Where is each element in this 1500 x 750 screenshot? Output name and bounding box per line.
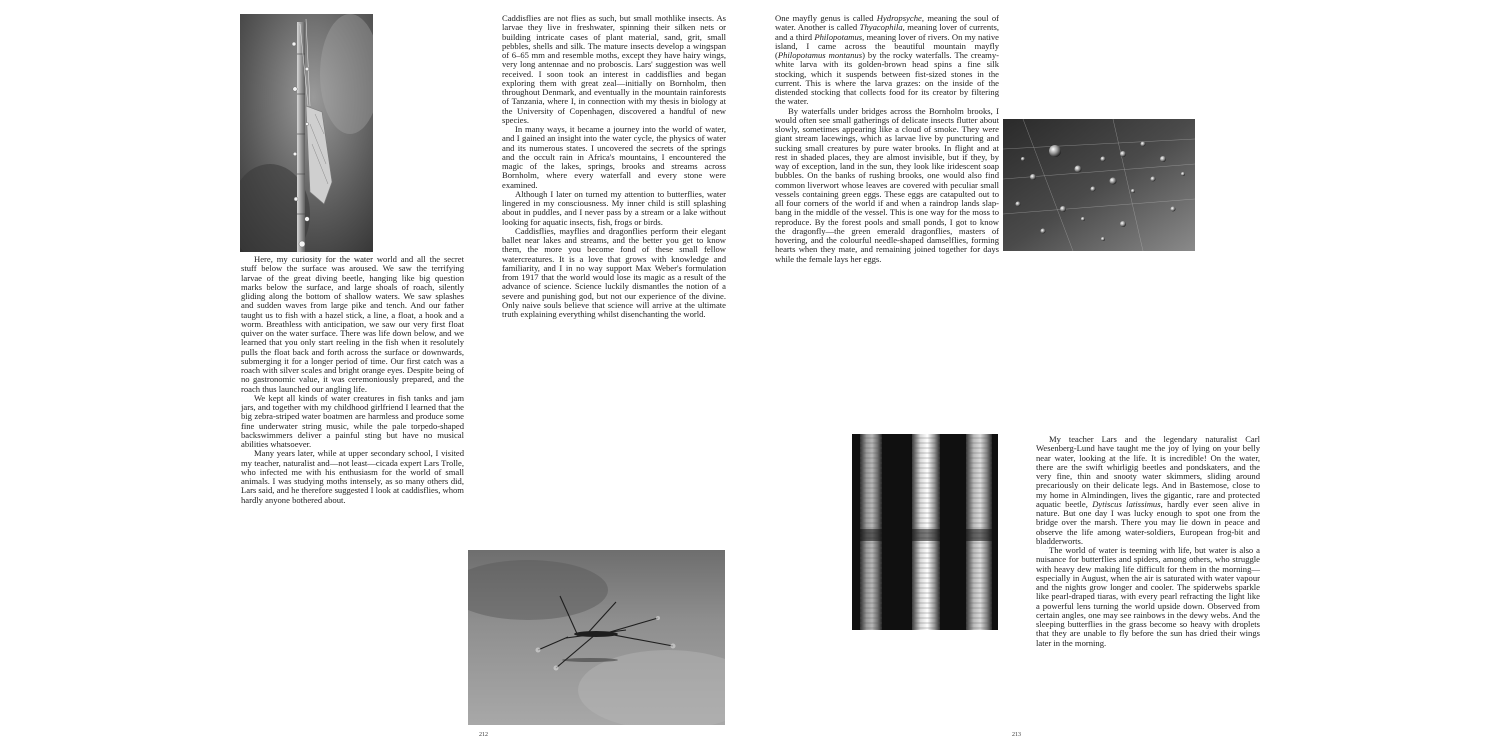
paragraph: By waterfalls under bridges across the Bornholm brooks, I would often see small gatherings of delicate insects flutter about slowly, sometimes appearing like a cloud of smoke. They were giant stream lacewings, which as larvae live by puncturing and sucking small creatures by pure water brooks. In flight and at rest in shaded places, they are almost invisible, but if they, by way of exception, land in the sun, they look like iridescent soap bubbles. On the banks of rushing brooks, one would also find common liverwort whose leaves are covered with peculiar small vessels containing green eggs. These eggs are catapulted out to all four corners of the world if and when a raindrop lands slap-bang in the middle of the vessel. This is one way for the moss to reproduce. By the forest pools and small ponds, I got to know the dragonfly—the green emerald dragonflies, masters of hovering, and the colourful needle-shaped damselflies, forming hearts when they mate, and remaining joined together for days while the female lays her eggs.	[775, 105, 999, 264]
page-number-left: 212	[479, 732, 488, 738]
text-column-3	[775, 14, 999, 264]
paragraph: One mayfly genus is called Hydropsyche, meaning the soul of water. Another is called Thyacophila, meaning lover of currents, and a third Philopotamus, meaning lover of rivers. On my native island, I came across the beautiful mountain mayfly (Philopotamus montanus) by the rocky waterfalls. The creamy-white larva with its golden-brown head spins a fine silk stocking, which it suspends between fist-sized stones in the current. This is where the larva grazes: on the inside of the distended stocking that collects food for its creator by filtering the water.	[775, 13, 999, 107]
paragraph: In many ways, it became a journey into the world of water, and I gained an insight into the water cycle, the physics of water and its numerous states. I uncovered the secrets of the springs and the occult rain in Africa's mountains, I encountered the magic of the lakes, springs, brooks and streams across Bornholm, where every waterfall and every stone were examined.	[502, 124, 726, 190]
text-column-2	[502, 14, 726, 319]
paragraph: We kept all kinds of water creatures in fish tanks and jam jars, and together with my childhood girlfriend I learned that the big zebra-striped water boatmen are harmless and produce some fine underwater string music, while the pale torpedo-shaped backswimmers deliver a painful sting but have no musical abilities whatsoever.	[241, 392, 464, 449]
paragraph: My teacher Lars and the legendary naturalist Carl Wesenberg-Lund have taught me the joy of lying on your belly near water, looking at the life. It is incredible! On the water, there are the swift whirligig beetles and pondskaters, and the very fine, thin and snooty water skimmers, sliding around precariously on their delicate legs. And in Bastemose, close to my home in Almindingen, lives the gigantic, rare and protected aquatic beetle, Dytiscus latissimus, hardly ever seen alive in nature. But one day I was lucky enough to spot one from the bridge over the marsh. There you may lie down in peace and observe the life among water-soldiers, European frog-bit and bladderworts.	[1036, 434, 1260, 546]
text-column-4	[1036, 435, 1260, 648]
photo-water-strider	[468, 550, 725, 725]
photo-glass-tubes	[852, 434, 998, 630]
photo-dewdrops-on-web	[1003, 119, 1195, 251]
paragraph: Although I later on turned my attention to butterflies, water lingered in my consciousness. My inner child is still splashing about in puddles, and I never pass by a stream or a lake without looking for aquatic insects, fish, frogs or birds.	[502, 188, 726, 227]
text-column-1	[241, 255, 464, 505]
paragraph: Caddisflies are not flies as such, but small mothlike insects. As larvae they live in freshwater, spinning their silken nets or building intricate cases of plant material, sand, grit, small pebbles, shells and silk. The mature insects develop a wingspan of 6–65 mm and resemble moths, except they have hairy wings, very long antennae and no proboscis. Lars' suggestion was well received. I soon took an interest in caddisflies and began exploring them with great zeal—initially on Bornholm, then throughout Denmark, and eventually in the mountain rainforests of Tanzania, where I, in connection with my thesis in biology at the University of Copenhagen, discovered a handful of new species.	[502, 13, 726, 125]
paragraph: The world of water is teeming with life, but water is also a nuisance for butterflies and spiders, among others, who struggle with heavy dew making life difficult for them in the morning—especially in August, when the air is saturated with water vapour and the nights grow longer and cooler. The spiderwebs sparkle like pearl-draped tiaras, with every pearl refracting the light like a powerful lens turning the world upside down. Observed from certain angles, one may see rainbows in the dewy webs. And the sleeping butterflies in the grass become so heavy with droplets that they are unable to fly before the sun has dried their wings later in the morning.	[1036, 545, 1260, 648]
paragraph: Here, my curiosity for the water world and all the secret stuff below the surface was aroused. We saw the terrifying larvae of the great diving beetle, hanging like big question marks below the surface, and large shoals of roach, silently gliding along the bottom of shallow waters. We saw splashes and sudden waves from large pike and tench. And our father taught us to fish with a hazel stick, a line, a float, a hook and a worm. Breathless with anticipation, we saw our very first float quiver on the water surface. There was life down below, and we learned that you only start reeling in the fish when it resolutely pulls the float back and forth across the surface or downwards, submerging it for a longer period of time. Our first catch was a roach with silver scales and bright orange eyes. Despite being of no gastronomic value, it was ceremoniously prepared, and the roach thus launched our angling life.	[241, 254, 464, 394]
paragraph: Many years later, while at upper secondary school, I visited my teacher, naturalist and—not least—cicada expert Lars Trolle, who infected me with his enthusiasm for the world of small animals. I was studying moths intensely, as so many others did, Lars said, and he therefore suggested I look at caddisflies, whom hardly anyone bothered about.	[241, 448, 464, 505]
page-number-right: 213	[1012, 732, 1021, 738]
paragraph: Caddisflies, mayflies and dragonflies perform their elegant ballet near lakes and streams, and the better you get to know them, the more you become fond of these small fellow watercreatures. It is a love that grows with knowledge and familiarity, and I in no way support Max Weber's formulation from 1917 that the world would lose its magic as a result of the advance of science. Science luckily dismantles the notion of a severe and punishing god, but not our experience of the divine. Only naive souls believe that science will arrive at the ultimate truth explaining everything whilst disenchanting the world.	[502, 225, 726, 319]
photo-caddisfly-on-stem	[240, 14, 373, 252]
